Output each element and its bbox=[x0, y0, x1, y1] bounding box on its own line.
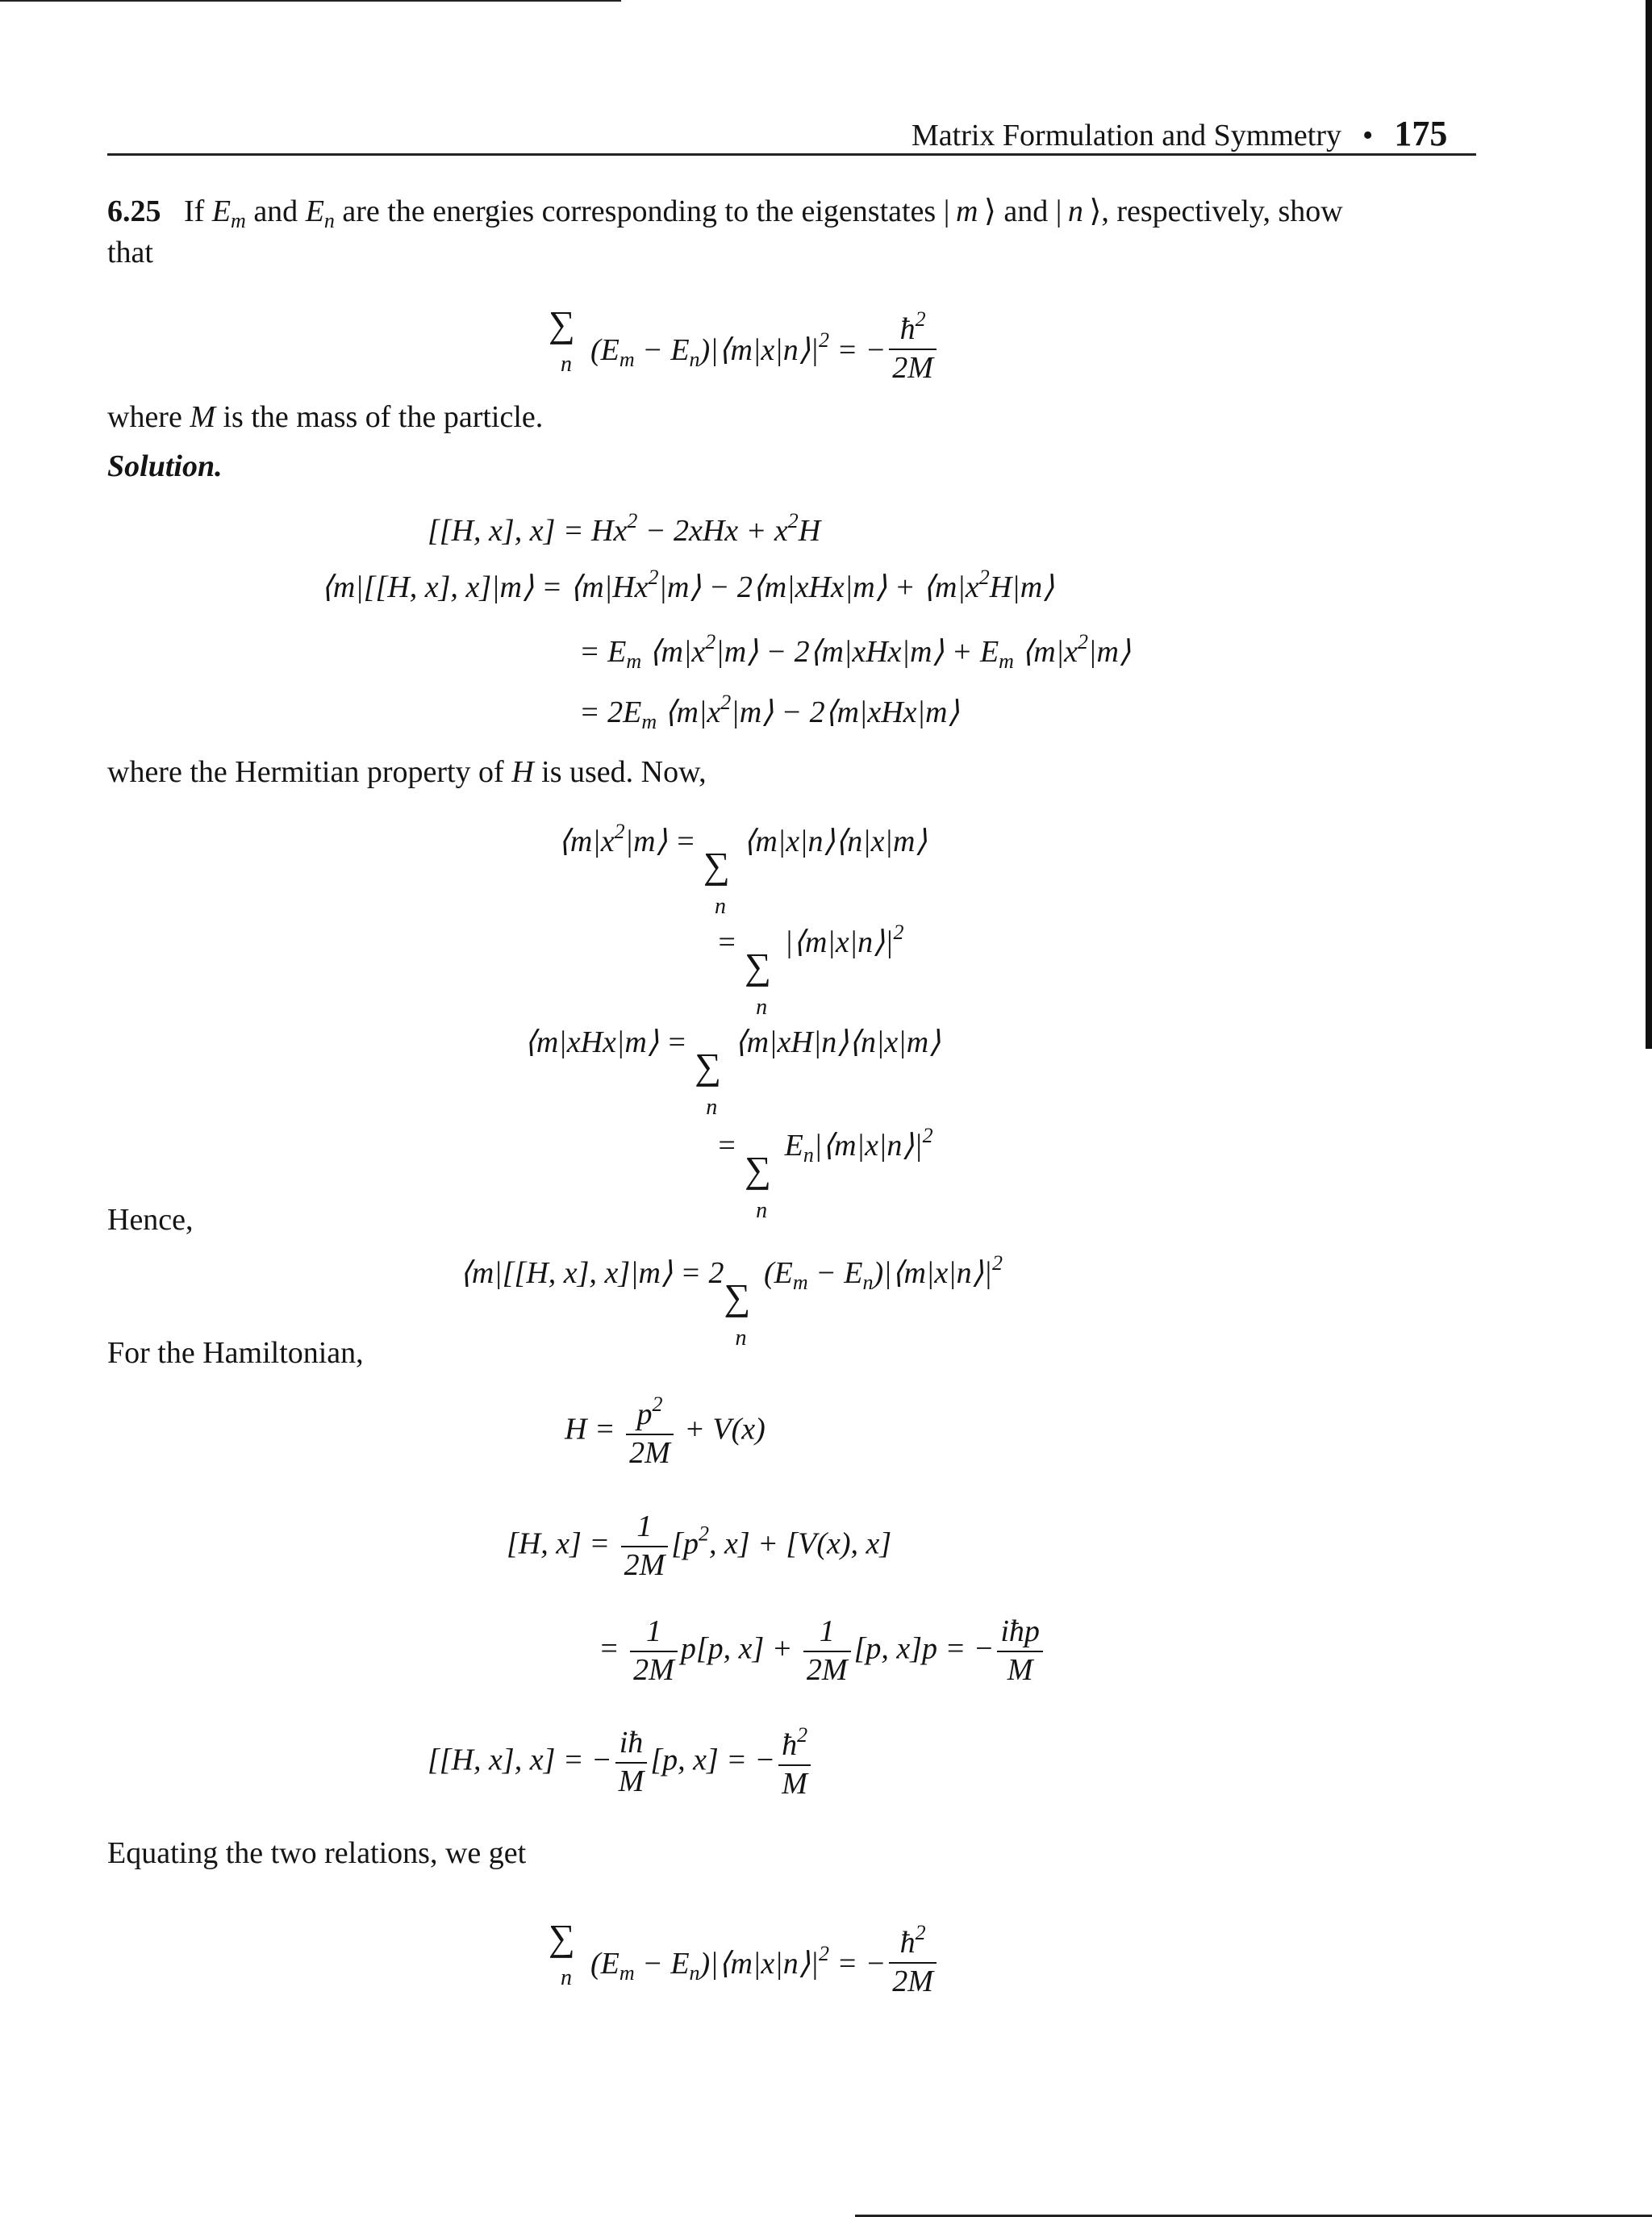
header-bullet: • bbox=[1362, 119, 1374, 152]
equation-e8: = ∑ n $E_n|⟨m|x|n⟩|^2$ bbox=[716, 1124, 933, 1223]
final-equation: ∑ n ($E_m$ − $E_n)|⟨m|x|n⟩|^2$ = − $\frac{ħ^2}{2M}$ bbox=[557, 1920, 940, 2000]
equation-e1: [[H, x], $x] = Hx^2 - 2xHx + x^2H$ bbox=[428, 509, 821, 548]
target-equation: ∑ n ($E_m$ − $E_n)|⟨m|x|n⟩|^2$ = − $\frac{ħ^2}{2M}$ bbox=[557, 307, 940, 386]
equation-e6: = ∑ n $|⟨m|x|n⟩|^2$ bbox=[716, 921, 904, 1020]
equation-e7: ⟨m|xHx|m⟩ = ∑ n ⟨m|xH|n⟩⟨n|x|m⟩ bbox=[524, 1025, 941, 1120]
hamiltonian-text: For the Hamiltonian, bbox=[107, 1336, 364, 1370]
where-mass-text: where M is the mass of the particle. bbox=[107, 400, 544, 434]
header-rule bbox=[107, 153, 1476, 156]
equating-text: Equating the two relations, we get bbox=[107, 1836, 527, 1870]
equation-e10: H = $\frac{p^2}{2M}$ + V(x) bbox=[565, 1392, 766, 1470]
equation-e2: ⟨m|[[H, x], x]|m⟩ = $⟨m|Hx^2|m⟩$ − 2⟨m|xHx|m⟩ + $⟨m|x^2H|m⟩$ bbox=[321, 566, 1054, 604]
equation-e9: ⟨m|[[H, x], x]|m⟩ = 2 ∑ n ($E_m$ − $E_n)|⟨m|x|n⟩|^2$ bbox=[460, 1251, 1003, 1351]
running-title: Matrix Formulation and Symmetry bbox=[912, 119, 1342, 152]
equation-e3: = $E_m$ $⟨m|x^2|m⟩$ − 2⟨m|xHx|m⟩ + $E_m$ $⟨m|x^2|m⟩$ bbox=[579, 630, 1131, 673]
problem-number: 6.25 bbox=[107, 194, 161, 228]
problem-statement-line2: that bbox=[107, 236, 153, 269]
hence-text: Hence, bbox=[107, 1203, 194, 1237]
scan-right-edge bbox=[1646, 0, 1652, 1049]
equation-e4: = $2E_m$ $⟨m|x^2|m⟩$ − 2⟨m|xHx|m⟩ bbox=[579, 691, 960, 733]
solution-label: Solution. bbox=[107, 449, 223, 483]
equation-e5: $⟨m|x^2|m⟩$ = ∑ n ⟨m|x|n⟩⟨n|x|m⟩ bbox=[558, 820, 928, 919]
hermitian-text: where the Hermitian property of H is used. Now, bbox=[107, 755, 707, 789]
equation-e12: = $\frac{1}{2M}$ p[p, x] + $\frac{1}{2M}$ [p, x]p = − $\frac{\text{iħp}}{M}$ bbox=[599, 1614, 1046, 1689]
top-edge-rule bbox=[0, 0, 621, 2]
equation-e13: [[H, x], x] = − $\frac{iħ}{M}$ [p, x] = − $\frac{ħ^2}{M}$ bbox=[428, 1722, 814, 1802]
equation-e11: [H, x] = $\frac{1}{2M}$ [$p^2$, x] + [V(x), x] bbox=[507, 1509, 892, 1582]
problem-statement-line1: 6.25 If $E_m$ and $E_n$ are the energies corresponding to the eigenstates | m ⟩ and | n ⟩, respectively, show bbox=[107, 194, 1343, 232]
running-header bbox=[912, 113, 1447, 154]
page-number: 175 bbox=[1394, 114, 1448, 153]
